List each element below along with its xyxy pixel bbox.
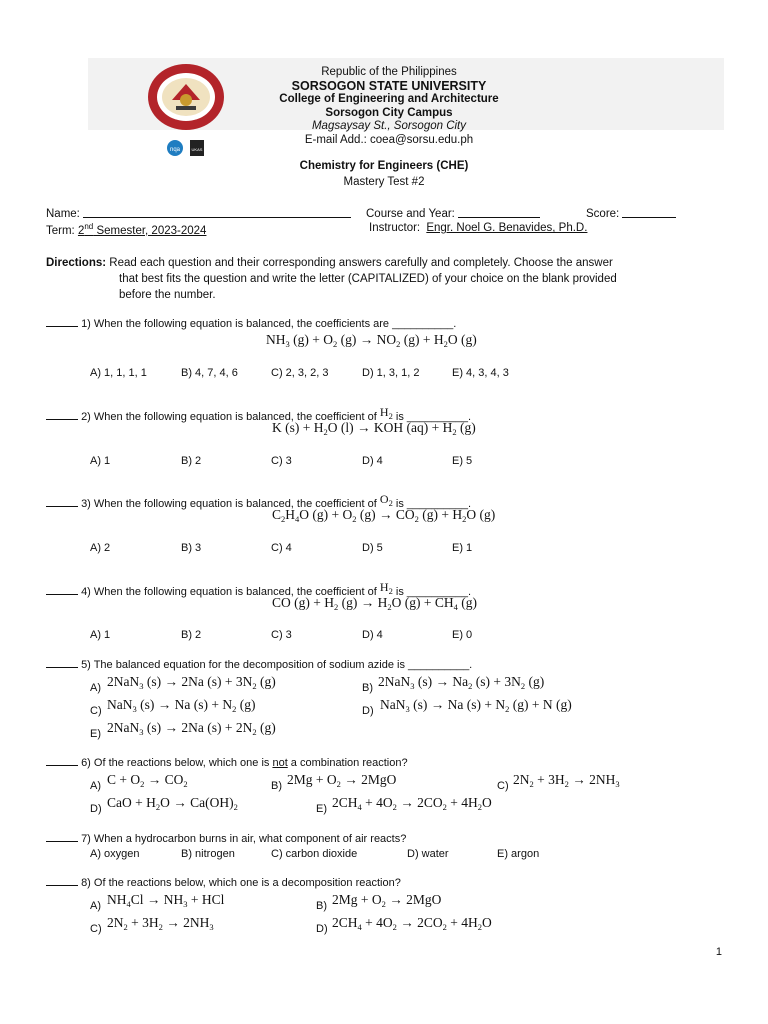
q2-option-d: D) 4 [362,455,383,467]
q5-label-d: D) [362,705,374,717]
answer-blank-5[interactable] [46,667,78,668]
term-value: 2nd Semester, 2023-2024 [77,222,207,237]
page-number: 1 [715,946,722,958]
question-8 [46,877,401,889]
q3-option-a: A) 2 [90,542,111,554]
name-blank[interactable] [83,206,351,218]
term-label: Term: [46,224,75,237]
q8-label-b: B) [316,900,327,912]
q5-label-b: B) [362,682,373,694]
question-4: 4) When the following equation is balanced, the coefficient of $H_2$ is __________. [46,580,471,598]
college-name: College of Engineering and Architecture [279,93,499,105]
q2-option-a: A) 1 [90,455,111,467]
instructor-name: Engr. Noel G. Benavides, Ph.D. [426,222,588,234]
instructor-label: Instructor: [369,222,421,234]
equation-2: K $(s) + H_2O$ (l) → KOH $(aq) + H_2$ (g) [272,420,476,437]
course-year-label: Course and Year: [366,208,455,220]
q2-option-c: C) 3 [271,455,292,467]
q8-option-b: $2Mg + O_2 \to 2MgO$ [332,892,442,909]
q1-option-e: E) 4, 3, 4, 3 [452,367,509,379]
q6-option-b: $2Mg + O_2 \to 2MgO$ [287,772,397,789]
answer-blank-4[interactable] [46,594,78,595]
q2-option-b: B) 2 [181,455,202,467]
q4-option-a: A) 1 [90,629,111,641]
q4-option-d: D) 4 [362,629,383,641]
q8-option-d: $2CH_4 + 4O_2 \to 2CO_2 + 4H_2O$ [332,915,492,932]
ukas-badge: UKAS [191,147,203,152]
q4-option-c: C) 3 [271,629,292,641]
letterhead [230,66,548,147]
equation-1: $NH_3$ $(g) + O_2$ $(g) \to NO_2$ $(g) + H_2O$ (g) [266,332,477,349]
directions-label: Directions: [46,257,107,269]
email: E-mail Add.: coea@sorsu.edu.ph [304,133,474,146]
address: Magsaysay St., Sorsogon City [311,120,467,132]
q7-option-a: A) oxygen [90,848,140,860]
nqa-badge: nqa [169,147,181,153]
q3-option-c: C) 4 [271,542,292,554]
question-7 [46,833,406,845]
q5-option-b: 2NaN$_3$ $(s) \to Na_2$ $(s) + 3N_2$ (g) [378,674,545,691]
question-7-text: 7) When a hydrocarbon burns in air, what component of air reacts? [81,833,407,845]
test-title: Mastery Test #2 [343,176,425,188]
q6-option-e: $2CH_4 + 4O_2 \to 2CO_2 + 4H_2O$ [332,795,492,812]
name-label: Name: [46,208,80,220]
q8-label-d: D) [316,923,328,935]
q4-option-b: B) 2 [181,629,202,641]
q7-option-e: E) argon [497,848,540,860]
q6-label-b: B) [271,780,282,792]
equation-4: CO $(g) + H_2$ $(g) \to H_2O$ $(g) + CH_4$ (g) [272,595,477,612]
question-8-text: 8) Of the reactions below, which one is a decomposition reaction? [81,877,401,889]
q7-option-b: B) nitrogen [181,848,235,860]
score-blank[interactable] [622,206,676,218]
q5-option-a: 2NaN$_3$ (s) → 2Na $(s) + 3N_2$ (g) [107,674,276,691]
q5-option-c: NaN$_3$ (s) → Na $(s) + N_2$ (g) [107,697,256,714]
q8-option-c: $2N_2 + 3H_2 \to 2NH_3$ [107,915,214,932]
answer-blank-2[interactable] [46,419,78,420]
q1-option-a: A) 1, 1, 1, 1 [90,367,147,379]
q6-option-a: $C + O_2 \to CO_2$ [107,772,188,789]
question-5-text: 5) The balanced equation for the decomposition of sodium azide is __________. [81,659,473,671]
name-field [46,206,351,220]
q5-label-e: E) [90,728,101,740]
directions: Directions: Read each question and their corresponding answers carefully and completely. Choose the answer that best fits the question and write the letter (CAPITALIZED) of your choice on the blank provided before the number. [46,257,617,301]
certification-badges [166,138,208,158]
q7-option-d: D) water [407,848,449,860]
university-seal-logo [146,62,226,132]
campus-name: Sorsogon City Campus [325,106,453,119]
question-5 [46,659,472,671]
q6-option-d: CaO + $H_2O \to Ca(OH)_2$ [107,795,238,812]
q5-option-d: NaN$_3$ (s) → Na $(s) + N_2$ (g) + N (g) [380,697,572,714]
q2-option-e: E) 5 [452,455,473,467]
q3-option-b: B) 3 [181,542,202,554]
q1-option-c: C) 2, 3, 2, 3 [271,367,329,379]
course-year-field [366,206,540,220]
q3-option-e: E) 1 [452,542,473,554]
republic-line: Republic of the Philippines [321,66,457,78]
q5-label-c: C) [90,705,102,717]
answer-blank-7[interactable] [46,841,78,842]
course-title: Chemistry for Engineers (CHE) [299,160,469,172]
q1-option-d: D) 1, 3, 1, 2 [362,367,420,379]
question-3: 3) When the following equation is balanced, the coefficient of $O_2$ is __________. [46,492,471,510]
term-field [46,222,206,237]
q4-option-e: E) 0 [452,629,473,641]
q6-label-e: E) [316,803,327,815]
q1-option-b: B) 4, 7, 4, 6 [181,367,238,379]
question-1-text: 1) When the following equation is balanced, the coefficients are __________. [81,318,457,330]
q6-label-a: A) [90,780,101,792]
score-label: Score: [586,208,620,220]
q8-label-a: A) [90,900,101,912]
answer-blank-8[interactable] [46,885,78,886]
answer-blank-3[interactable] [46,506,78,507]
score-field [586,206,676,220]
instructor-field [369,222,587,234]
q8-label-c: C) [90,923,102,935]
university-name: SORSOGON STATE UNIVERSITY [291,78,487,93]
course-year-blank[interactable] [458,206,540,218]
q7-option-c: C) carbon dioxide [271,848,358,860]
question-6: 6) Of the reactions below, which one is not a combination reaction? [46,757,408,769]
answer-blank-1[interactable] [46,326,78,327]
question-1 [46,318,456,330]
q5-label-a: A) [90,682,101,694]
equation-3: $C_2H_4O$ $(g) + O_2$ $(g) \to CO_2$ $(g) + H_2O$ (g) [272,507,496,524]
answer-blank-6[interactable] [46,765,78,766]
q6-option-c: $2N_2 + 3H_2 \to 2NH_3$ [513,772,620,789]
q5-option-e: 2NaN$_3$ (s) → 2Na $(s) + 2N_2$ (g) [107,720,276,737]
q8-option-a: $NH_4Cl \to NH_3$ + HCl [107,892,225,909]
q3-option-d: D) 5 [362,542,383,554]
q6-label-d: D) [90,803,102,815]
question-2: 2) When the following equation is balanced, the coefficient of $H_2$ is __________. [46,405,471,423]
q6-label-c: C) [497,780,509,792]
